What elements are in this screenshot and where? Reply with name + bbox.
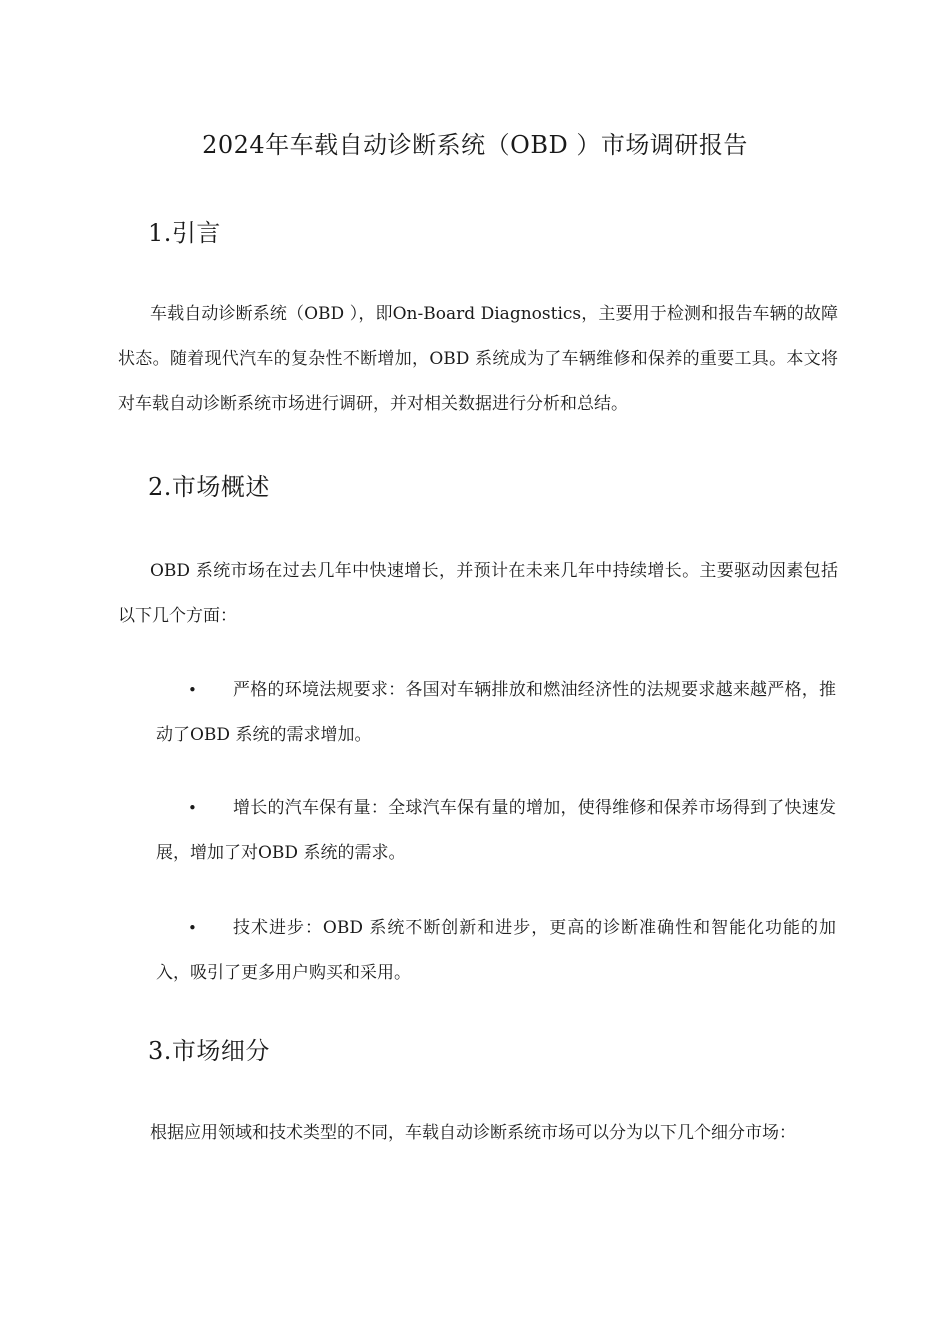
section-heading-market-segmentation: 3.市场细分: [148, 1037, 270, 1065]
bullet-icon: •: [188, 799, 197, 817]
bullet-item-regulations: [156, 668, 836, 758]
bullet-item-technology: [156, 906, 836, 996]
document-title: 2024年车载自动诊断系统（OBD ）市场调研报告: [202, 131, 748, 159]
paragraph-market-segmentation: 根据应用领域和技术类型的不同，车载自动诊断系统市场可以分为以下几个细分市场：: [150, 1123, 796, 1143]
bullet-text: 严格的环境法规要求：各国对车辆排放和燃油经济性的法规要求越来越严格，推动了OBD 系统的需求增加。: [156, 680, 836, 745]
bullet-text: 技术进步：OBD 系统不断创新和进步，更高的诊断准确性和智能化功能的加入，吸引了更多用户购买和采用。: [156, 918, 836, 983]
section-heading-introduction: 1.引言: [148, 219, 221, 247]
section-heading-market-overview: 2.市场概述: [148, 473, 270, 501]
paragraph-introduction: 车载自动诊断系统（OBD ），即On-Board Diagnostics，主要用于检测和报告车辆的故障状态。随着现代汽车的复杂性不断增加，OBD 系统成为了车辆维修和保养的重要工具。本文将对车载自动诊断系统市场进行调研，并对相关数据进行分析和总结。: [118, 304, 838, 414]
bullet-item-vehicle-ownership: [156, 786, 836, 876]
bullet-icon: •: [188, 919, 197, 937]
bullet-icon: •: [188, 681, 197, 699]
bullet-text: 增长的汽车保有量：全球汽车保有量的增加，使得维修和保养市场得到了快速发展，增加了对OBD 系统的需求。: [156, 798, 836, 863]
paragraph-market-overview: OBD 系统市场在过去几年中快速增长，并预计在未来几年中持续增长。主要驱动因素包括以下几个方面：: [118, 561, 838, 626]
